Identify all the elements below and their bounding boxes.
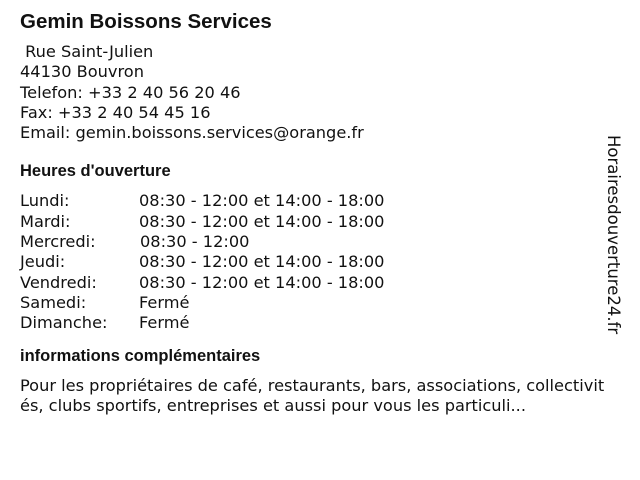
hours-row-sunday xyxy=(20,313,610,333)
hours-row-friday xyxy=(20,273,610,293)
day-label: Lundi: xyxy=(20,191,70,211)
additional-info-text: Pour les propriétaires de café, restaurants, bars, associations, collectivités, clubs sportifs, entreprises et aussi pour vous les particuli... xyxy=(20,375,605,415)
hours-row-thursday xyxy=(20,252,610,272)
hours-value: 08:30 - 12:00 et 14:00 - 18:00 xyxy=(139,211,385,231)
hours-value: Fermé xyxy=(139,313,190,333)
day-label: Vendredi: xyxy=(20,272,97,292)
hours-value: 08:30 - 12:00 et 14:00 - 18:00 xyxy=(139,191,385,211)
opening-hours-table xyxy=(20,191,610,333)
hours-row-monday xyxy=(20,191,610,211)
site-watermark: Horairesdouverture24.fr xyxy=(604,135,623,335)
day-label: Mardi: xyxy=(20,211,71,231)
hours-row-saturday xyxy=(20,293,610,313)
hours-value: 08:30 - 12:00 xyxy=(140,232,250,252)
hours-row-tuesday xyxy=(20,212,610,232)
business-name: Gemin Boissons Services xyxy=(20,10,272,33)
business-card xyxy=(20,8,610,416)
day-label: Mercredi: xyxy=(20,232,96,252)
hours-row-wednesday xyxy=(20,232,610,252)
contact-block xyxy=(20,42,610,143)
street-address: Rue Saint-Julien xyxy=(20,42,154,61)
phone-number: Telefon: +33 2 40 56 20 46 xyxy=(20,82,241,102)
hours-value: 08:30 - 12:00 et 14:00 - 18:00 xyxy=(139,252,385,272)
email-address: Email: gemin.boissons.services@orange.fr xyxy=(20,123,364,143)
day-label: Jeudi: xyxy=(20,252,66,272)
fax-number: Fax: +33 2 40 54 45 16 xyxy=(20,102,211,122)
opening-hours-heading: Heures d'ouverture xyxy=(20,162,171,181)
hours-value: Fermé xyxy=(139,292,190,312)
day-label: Samedi: xyxy=(20,292,87,312)
hours-value: 08:30 - 12:00 et 14:00 - 18:00 xyxy=(139,272,385,292)
additional-info-heading: informations complémentaires xyxy=(20,346,261,365)
city-postcode: 44130 Bouvron xyxy=(20,62,144,82)
day-label: Dimanche: xyxy=(20,313,108,333)
